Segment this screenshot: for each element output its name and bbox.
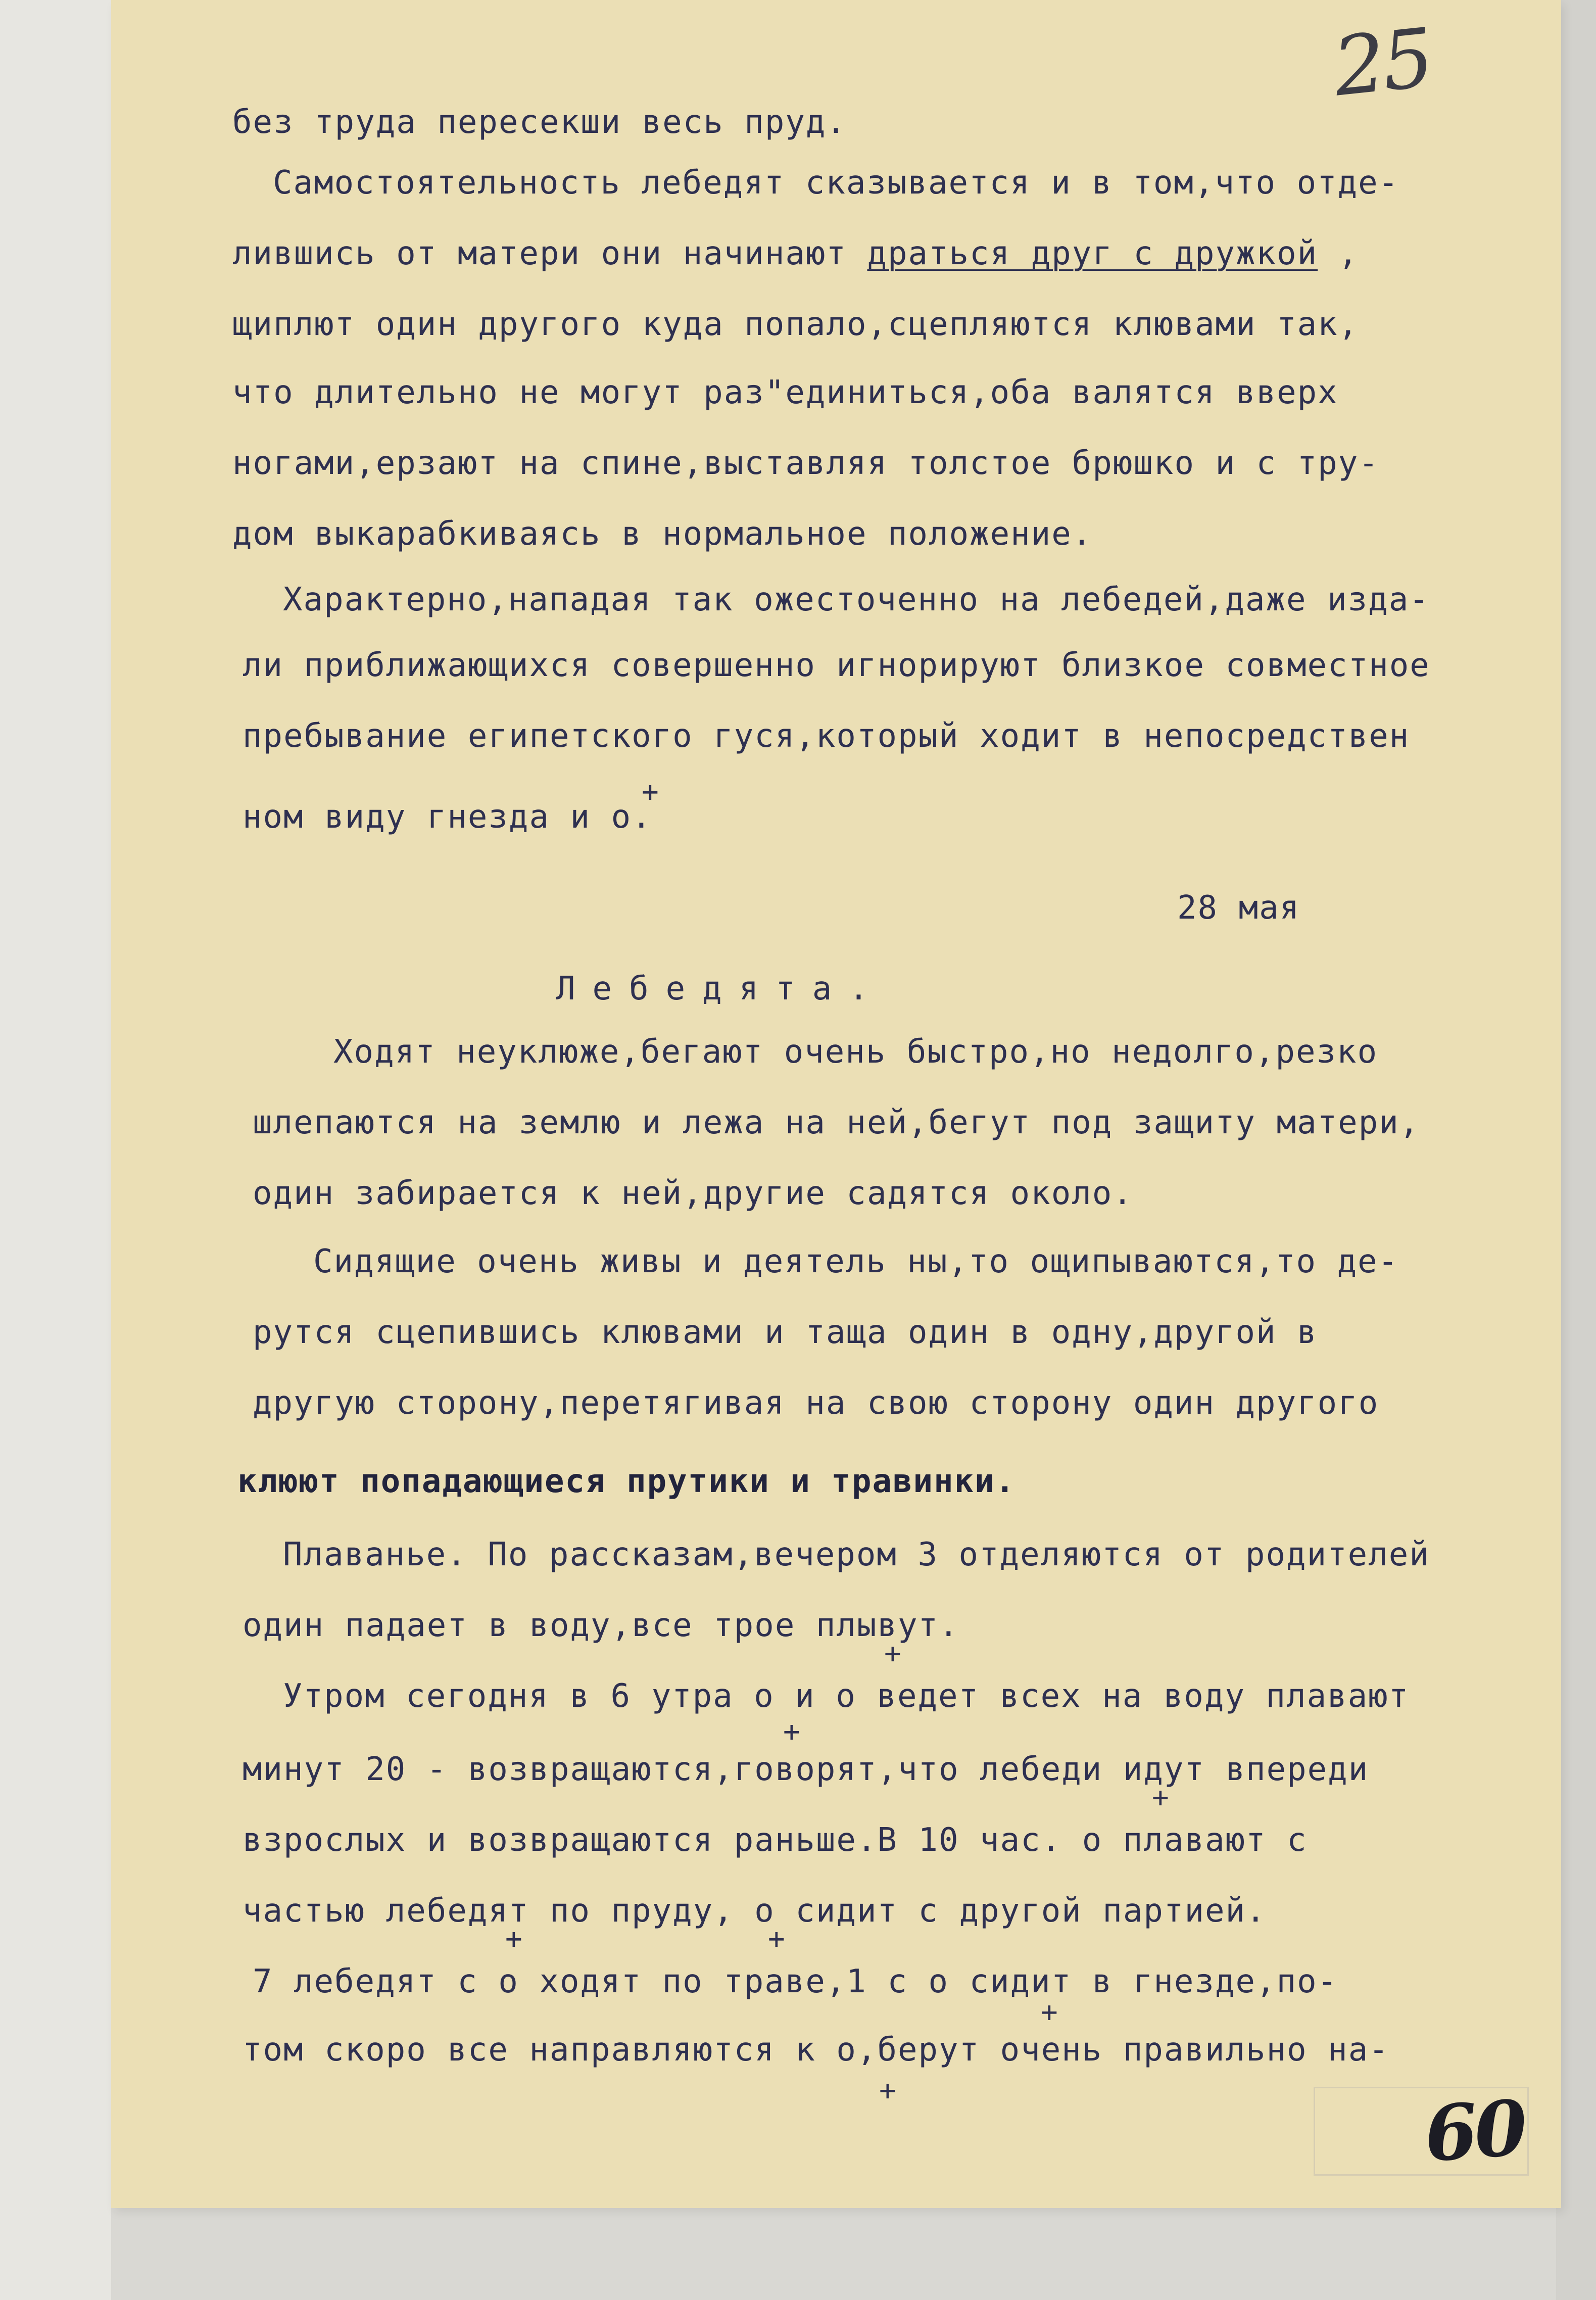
female-symbol-mark: +: [1152, 1781, 1169, 1814]
text-line: Ходят неуклюже,бегают очень быстро,но недолго,резко: [333, 1033, 1378, 1071]
female-symbol-mark: +: [1041, 1996, 1058, 2029]
female-symbol-mark: +: [768, 1923, 785, 1955]
text-line: взрослых и возвращаются раньше.В 10 час. о плавают с: [243, 1822, 1308, 1859]
text-line: один забирается к ней,другие садятся около.: [253, 1175, 1133, 1212]
text-line: шлепаются на землю и лежа на ней,бегут под защиту матери,: [253, 1104, 1420, 1141]
text-line: ном виду гнезда и о.: [243, 798, 652, 836]
text-line: пребывание египетского гуся,который ходит в непосредствен: [243, 717, 1410, 755]
text-line: ли приближающихся совершенно игнорируют близкое совместное: [243, 647, 1430, 684]
female-symbol-mark: +: [884, 1637, 901, 1670]
text-line: минут 20 - возвращаются,говорят,что лебеди идут впереди: [243, 1751, 1369, 1788]
text-line: Утром сегодня в 6 утра о и о ведет всех на воду плавают: [283, 1678, 1410, 1715]
folio-number-bottom: 60: [1422, 2083, 1527, 2179]
text-line: без труда пересекши весь пруд.: [232, 104, 847, 141]
text-line: дом выкарабкиваясь в нормальное положение.: [232, 515, 1093, 553]
section-heading: Лебедята.: [556, 970, 886, 1008]
female-symbol-mark: +: [783, 1715, 800, 1748]
text-line: 7 лебедят с о ходят по траве,1 с о сидит в гнезде,по-: [253, 1963, 1338, 2000]
text-line: Сидящие очень живы и деятель ны,то ощипываются,то де-: [313, 1243, 1399, 1280]
text-line: другую сторону,перетягивая на свою сторону один другого: [253, 1384, 1379, 1422]
text-line: частью лебедят по пруду, о сидит с другой партией.: [243, 1892, 1267, 1930]
folio-number-top: 25: [1329, 10, 1435, 115]
text-line: том скоро все направляются к о,берут очень правильно на-: [243, 2031, 1389, 2069]
female-symbol-mark: +: [505, 1923, 522, 1955]
text-line: [232, 235, 1359, 272]
female-symbol-mark: +: [642, 776, 659, 808]
text-line: ногами,ерзают на спине,выставляя толстое брюшко и с тру-: [232, 445, 1379, 482]
female-symbol-mark: +: [879, 2074, 896, 2107]
text-line: Плаванье. По рассказам,вечером 3 отделяются от родителей: [283, 1536, 1430, 1573]
text-line: Самостоятельность лебедят сказывается и в том,что отде-: [273, 164, 1399, 202]
scan-background-right: [1556, 0, 1596, 2300]
text-line: что длительно не могут раз"единиться,оба валятся вверх: [232, 374, 1338, 411]
date-heading: 28 мая: [1177, 889, 1300, 927]
text-line: щиплют один другого куда попало,сцепляются клювами так,: [232, 306, 1359, 343]
text-line: один падает в воду,все трое плывут.: [243, 1607, 959, 1644]
underlined-phrase: драться друг с дружкой: [867, 235, 1318, 272]
scan-background: [0, 0, 111, 2300]
text-fragment: лившись от матери они начинают: [232, 235, 867, 272]
text-line: рутся сцепившись клювами и таща один в одну,другой в: [253, 1314, 1318, 1351]
text-line: Характерно,нападая так ожесточенно на лебедей,даже изда-: [283, 581, 1430, 618]
text-line: клюют попадающиеся прутики и травинки.: [237, 1463, 1016, 1500]
text-fragment: ,: [1318, 235, 1359, 272]
